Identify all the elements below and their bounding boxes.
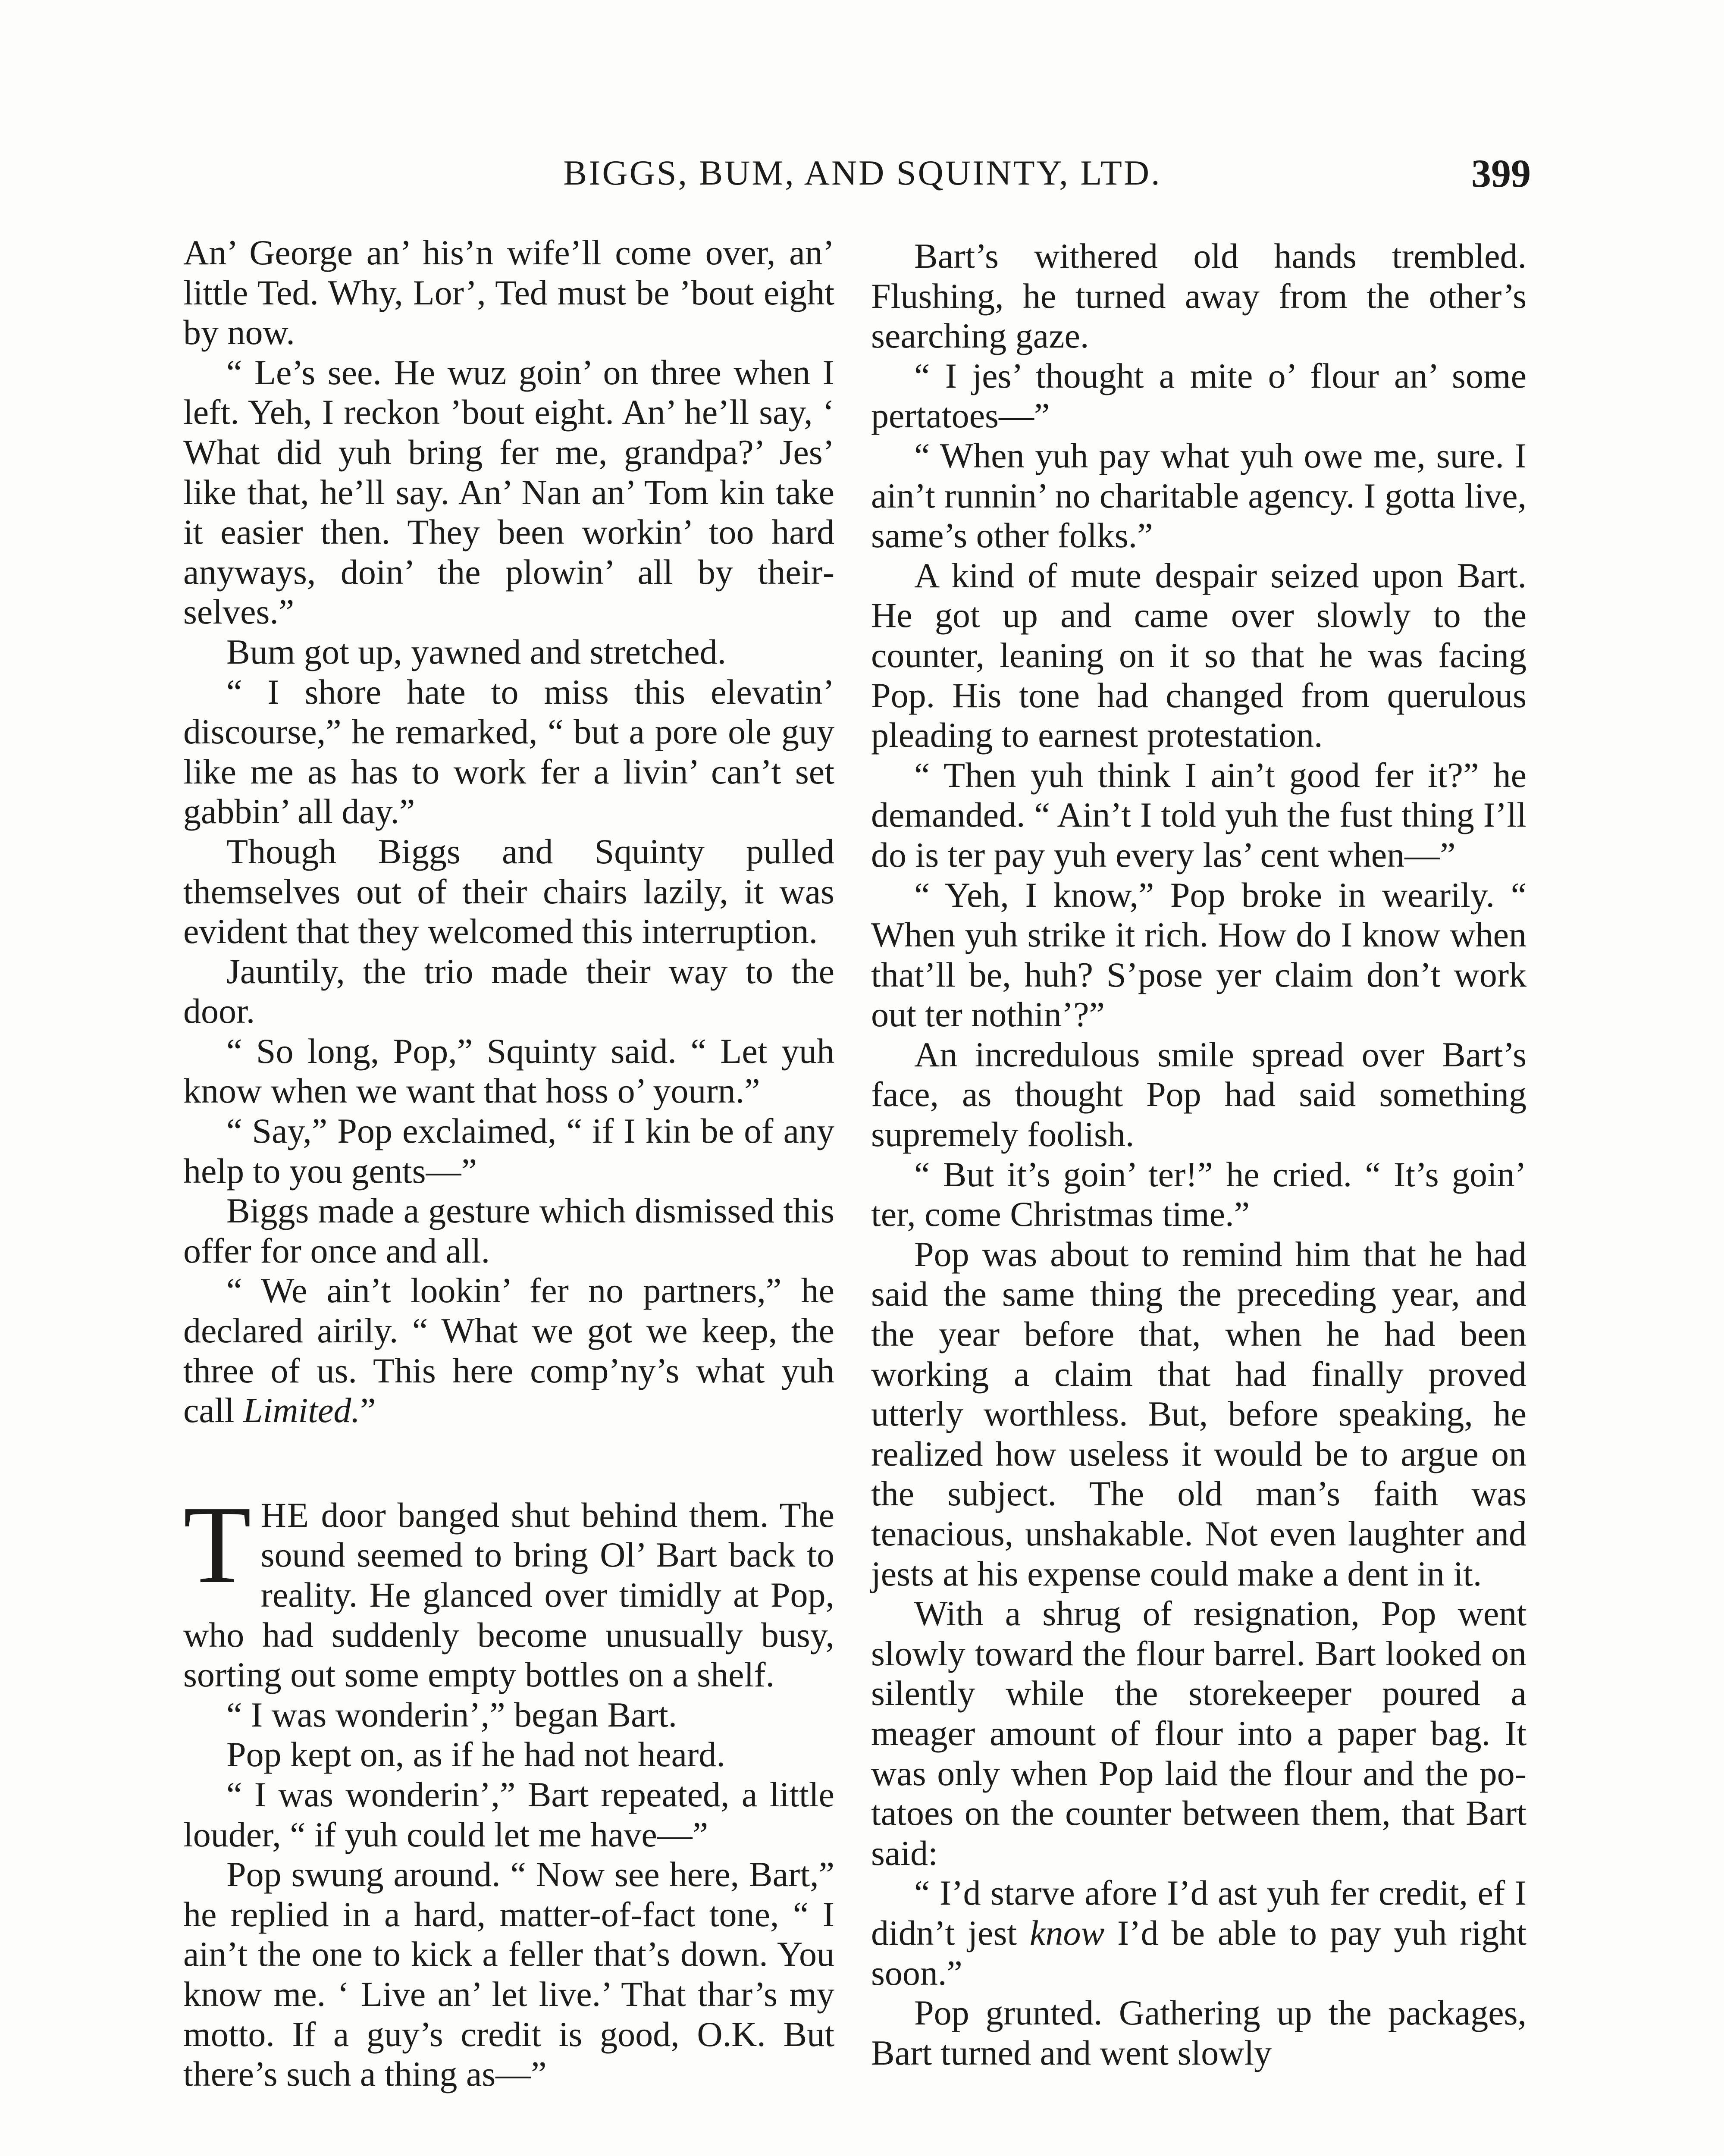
paragraph: An incredulous smile spread over Bart’s face, as thought Pop had said something supremely foolish. xyxy=(871,1034,1527,1154)
paragraph: “ Say,” Pop exclaimed, “ if I kin be of any help to you gents—” xyxy=(183,1111,834,1191)
page-number: 399 xyxy=(1471,151,1531,195)
lead-in-word: HE xyxy=(260,1495,310,1535)
paragraph: “ I was wonderin’,” began Bart. xyxy=(226,1695,677,1734)
section-opening-paragraph xyxy=(183,1482,834,1695)
paragraph: Jauntily, the trio made their way to the door. xyxy=(183,951,834,1031)
paragraph: “ I jes’ thought a mite o’ flour an’ some pertatoes—” xyxy=(871,356,1527,436)
paragraph: With a shrug of resignation, Pop went slowly toward the flour barrel. Bart looked on silently while the storekeeper poured a meager amount of flour into a paper bag. It was only when Pop laid the flour and the potatoes on the counter between them, that Bart said: xyxy=(871,1594,1527,1873)
paragraph: “ When yuh pay what yuh owe me, sure. I ain’t runnin’ no charitable agency. I gotta live, same’s other folks.” xyxy=(871,436,1527,555)
paragraph: Pop was about to remind him that he had said the same thing the preceding year, and the year before that, when he had been working a claim that had finally proved utterly worthless. But, before speaking, he realized how useless it would be to argue on the subject. The old man’s faith was tenacious, unshakable. Not even laughter and jests at his expense could make a dent in it. xyxy=(871,1234,1527,1593)
paragraph: “ Then yuh think I ain’t good fer it?” he demanded. “ Ain’t I told yuh the fust thing I’ll do is ter pay yuh every las’ cent when—” xyxy=(871,755,1527,874)
paragraph: “ I was wonderin’,” Bart repeated, a little louder, “ if yuh could let me have—” xyxy=(183,1774,834,1854)
paragraph: Though Biggs and Squinty pulled themselves out of their chairs lazily, it was evident that they welcomed this interruption. xyxy=(183,831,834,951)
paragraph: Bart’s withered old hands trembled. Flushing, he turned away from the other’s searching gaze. xyxy=(871,236,1527,356)
left-text-column xyxy=(183,233,834,2094)
paragraph xyxy=(871,1873,1527,1993)
paragraph: “ Yeh, I know,” Pop broke in wearily. “ When yuh strike it rich. How do I know when that’ll be, huh? S’pose yer claim don’t work out ter nothin’?” xyxy=(871,875,1527,1034)
text-run: “ We ain’t lookin’ fer no partners,” he declared airily. “ What we got we keep, the three of us. This here comp’ny’s what yuh call xyxy=(183,1271,834,1430)
text-run: ” xyxy=(360,1391,376,1430)
paragraph: An’ George an’ his’n wife’ll come over, an’ little Ted. Why, Lor’, Ted must be ’bout eight by now. xyxy=(183,233,834,352)
text-run: “ I’d starve afore I’d ast yuh fer credit, ef I didn’t jest xyxy=(871,1873,1527,1952)
text-run: door banged shut behind them. The sound seemed to bring Ol’ Bart back to reality. He glanced over timidly at Pop, who had suddenly become unusually busy, sorting out some empty bottles on a shelf. xyxy=(183,1495,834,1695)
italic-text: know xyxy=(1030,1913,1105,1952)
paragraph xyxy=(183,1271,834,1430)
paragraph: “ Le’s see. He wuz goin’ on three when I left. Yeh, I reckon ’bout eight. An’ he’ll say, ‘ What did yuh bring fer me, grandpa?’ Jes’ like that, he’ll say. An’ Nan an’ Tom kin take it easier then. They been workin’ too hard anyways, doin’ the plowin’ all by theirselves.” xyxy=(183,352,834,632)
paragraph: Pop grunted. Gathering up the packages, Bart turned and went slowly xyxy=(871,1993,1527,2072)
paragraph: Bum got up, yawned and stretched. xyxy=(226,632,727,671)
paragraph: “ I shore hate to miss this elevatin’ discourse,” he remarked, “ but a pore ole guy like me as has to work fer a livin’ can’t set gabbin’ all day.” xyxy=(183,672,834,831)
paragraph: A kind of mute despair seized upon Bart. He got up and came over slowly to the counter, leaning on it so that he was facing Pop. His tone had changed from querulous pleading to earnest protestation. xyxy=(871,555,1527,755)
drop-cap: T xyxy=(183,1482,251,1606)
running-head-title: BIGGS, BUM, AND SQUINTY, LTD. xyxy=(563,153,1162,192)
paragraph: Biggs made a gesture which dismissed this offer for once and all. xyxy=(183,1191,834,1270)
italic-text: Limited. xyxy=(243,1391,360,1430)
right-text-column xyxy=(871,236,1527,2073)
paragraph: “ So long, Pop,” Squinty said. “ Let yuh know when we want that hoss o’ yourn.” xyxy=(183,1031,834,1111)
text-run: I’d be able to pay yuh right soon.” xyxy=(871,1913,1527,1993)
paragraph: “ But it’s goin’ ter!” he cried. “ It’s goin’ ter, come Christmas time.” xyxy=(871,1154,1527,1234)
paragraph: Pop kept on, as if he had not heard. xyxy=(226,1735,725,1774)
paragraph: Pop swung around. “ Now see here, Bart,” he replied in a hard, matter-of-fact tone, “ I ain’t the one to kick a feller that’s down. You know me. ‘ Live an’ let live.’ That thar’s my motto. If a guy’s credit is good, O.K. But there’s such a thing as—” xyxy=(183,1855,834,2094)
